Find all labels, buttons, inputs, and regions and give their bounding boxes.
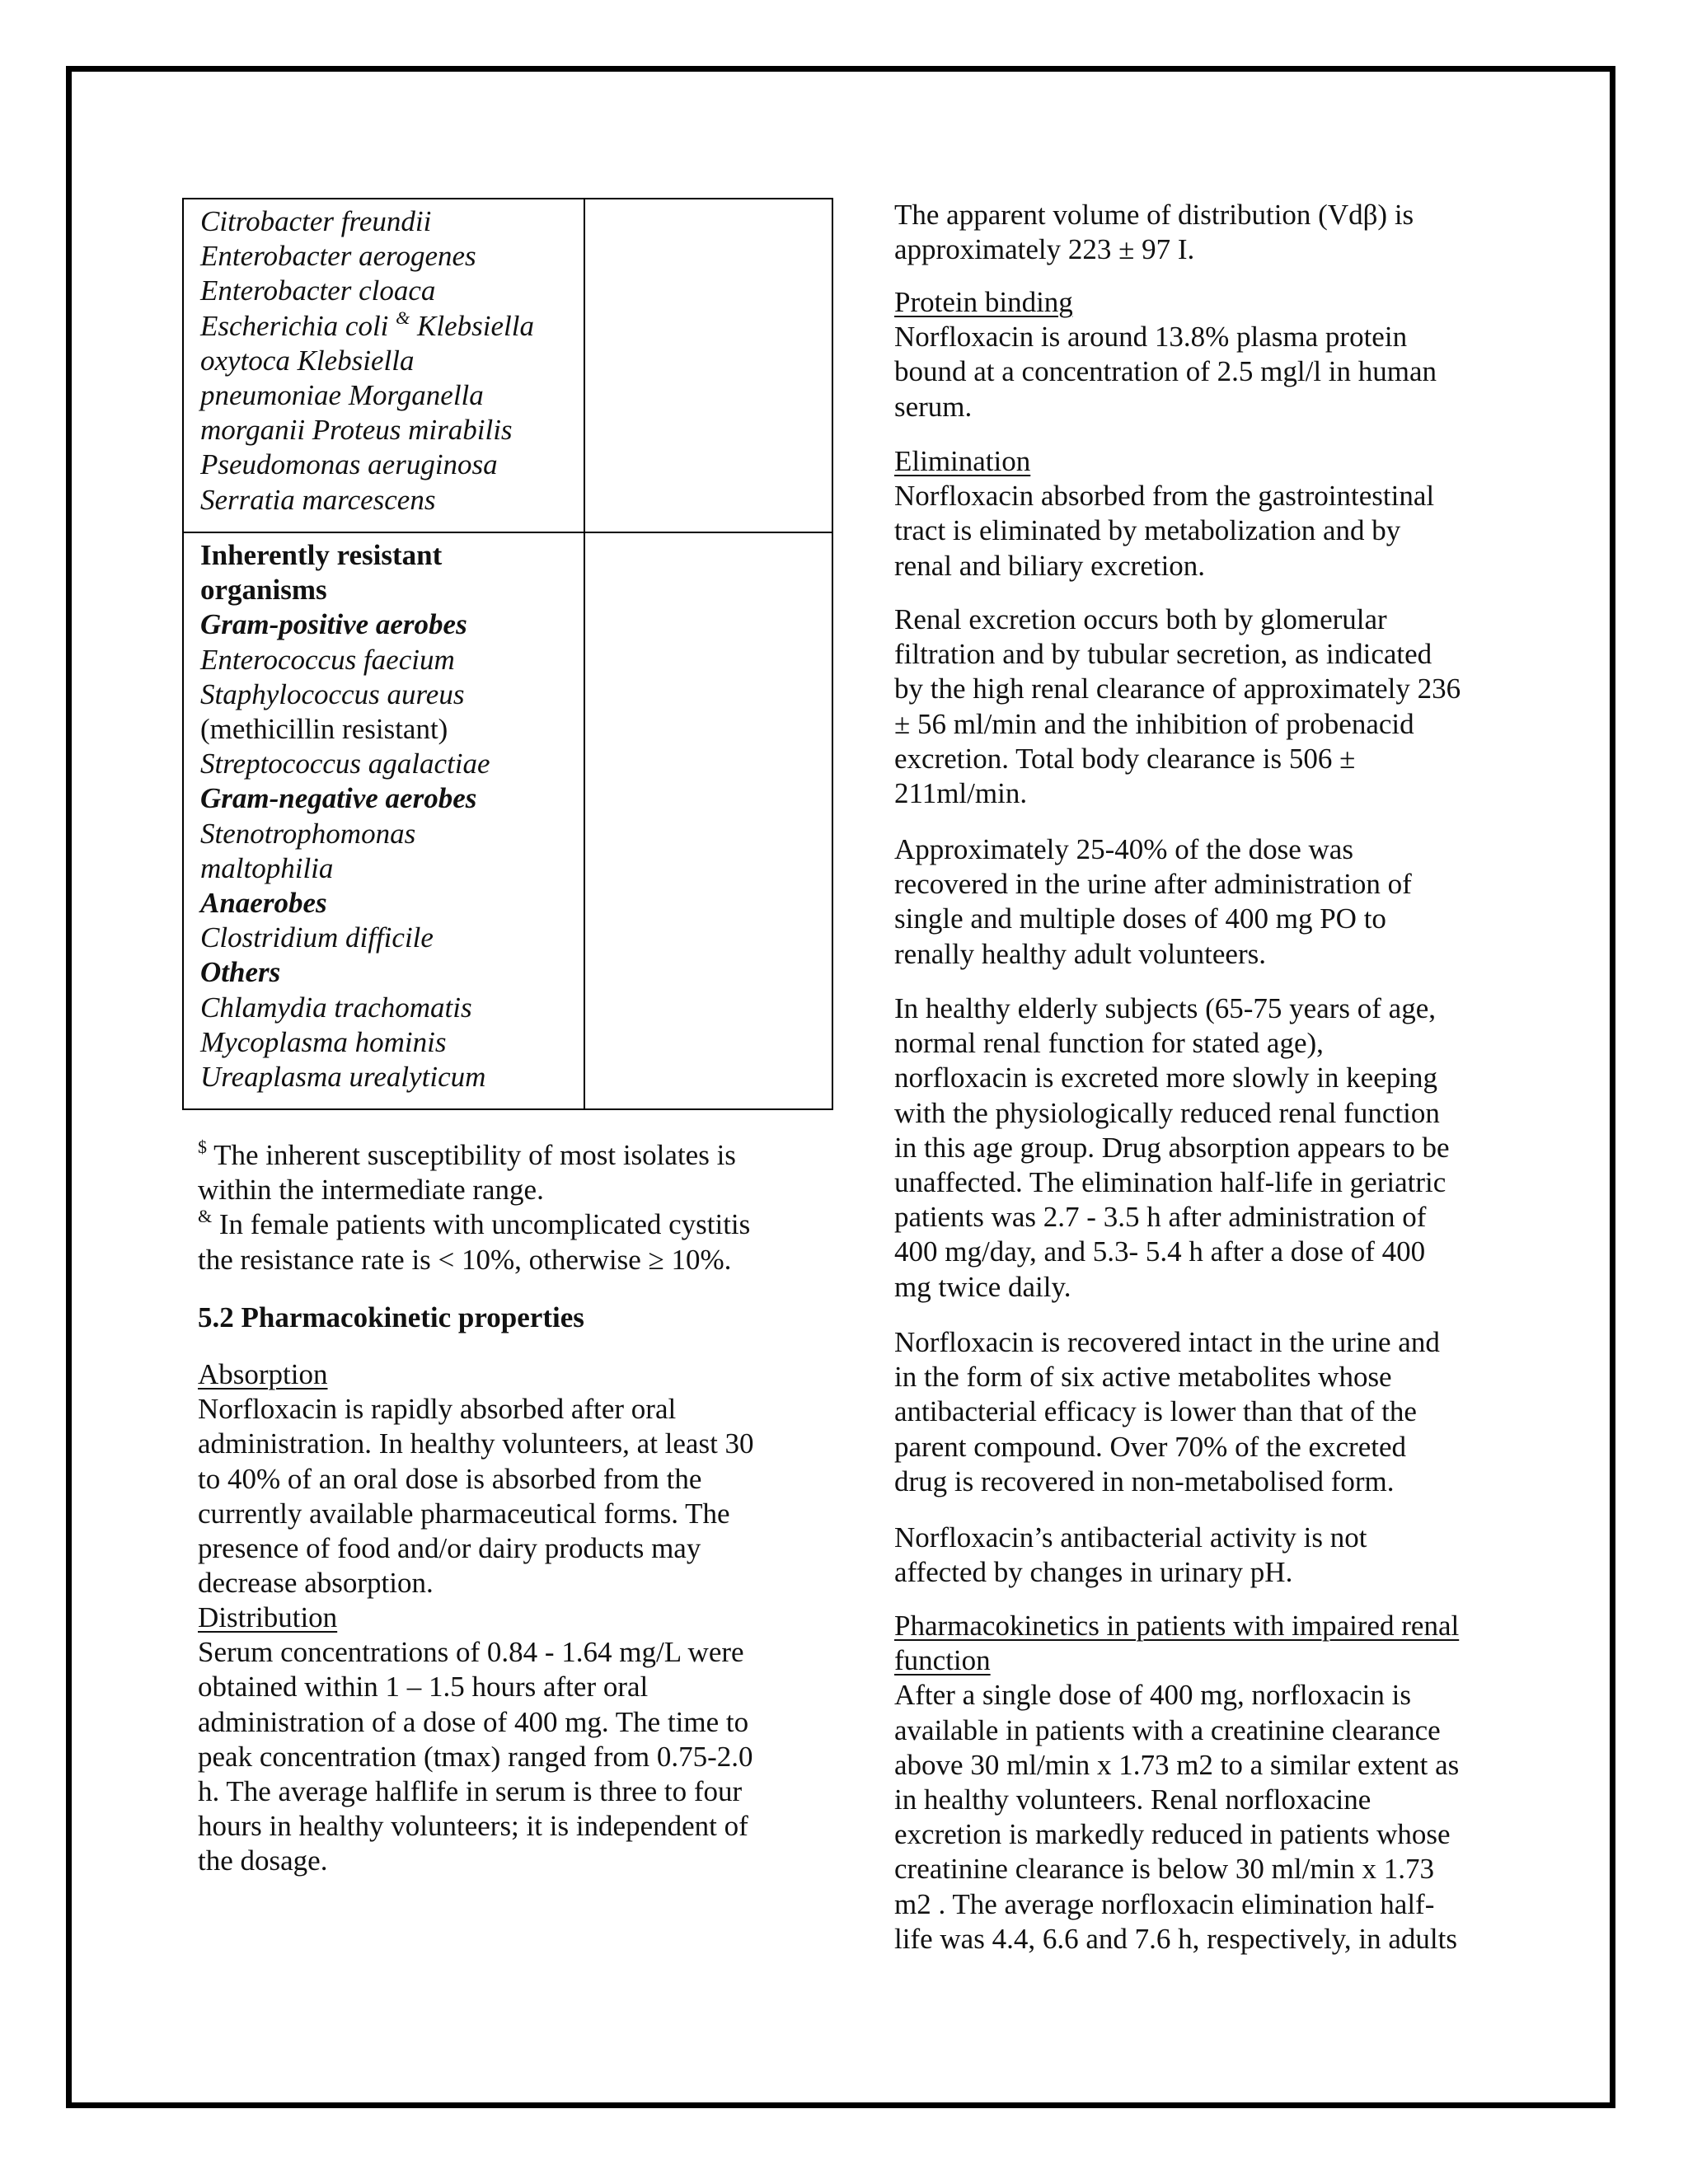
column-divider (584, 199, 585, 532)
organism-line: Chlamydia trachomatis (200, 991, 472, 1024)
paragraph-line: serum. (894, 390, 973, 423)
organism-note: (methicillin resistant) (200, 713, 448, 746)
organism-line: Enterobacter cloaca (200, 274, 436, 307)
paragraph-line: life was 4.4, 6.6 and 7.6 h, respectively, in adults (894, 1922, 1457, 1955)
organism-line: Escherichia coli & Klebsiella (200, 307, 534, 342)
organism-line: Citrobacter freundii (200, 205, 432, 237)
metabolites-paragraph (894, 1325, 1504, 1499)
paragraph-line: above 30 ml/min x 1.73 m2 to a similar extent as (894, 1748, 1460, 1781)
protein-binding-section (894, 285, 1504, 424)
paragraph-line: in healthy volunteers. Renal norfloxacine (894, 1783, 1372, 1816)
paragraph-line: affected by changes in urinary pH. (894, 1556, 1293, 1589)
paragraph-line: in this age group. Drug absorption appears to be (894, 1131, 1450, 1164)
table-heading: Inherently resistant (200, 539, 443, 571)
footnote-marker: & (396, 307, 410, 328)
footnote: within the intermediate range. (198, 1174, 544, 1207)
organism-list-cell (200, 204, 534, 518)
paragraph-line: renally healthy adult volunteers. (894, 937, 1266, 970)
urinary-ph-paragraph (894, 1521, 1504, 1590)
urine-recovery-paragraph (894, 832, 1504, 972)
paragraph-line: mg twice daily. (894, 1270, 1071, 1303)
paragraph-line: renal and biliary excretion. (894, 549, 1206, 582)
footnote: the resistance rate is < 10%, otherwise ≥ 10%. (198, 1243, 732, 1276)
paragraph-line: tract is eliminated by metabolization and by (894, 514, 1401, 547)
subheading: Pharmacokinetics in patients with impaired renal (894, 1610, 1460, 1642)
group-heading: Others (200, 956, 281, 989)
subheading: function (894, 1644, 991, 1677)
paragraph-line: to 40% of an oral dose is absorbed from the (198, 1462, 702, 1495)
paragraph-line: Norfloxacin is rapidly absorbed after oral (198, 1393, 677, 1426)
table-row (182, 198, 833, 533)
distribution-section (198, 1601, 824, 1879)
group-heading: Gram-negative aerobes (200, 782, 477, 815)
organism-line: Enterococcus faecium (200, 643, 455, 676)
organism-line: Ureaplasma urealyticum (200, 1061, 486, 1094)
paragraph-line: filtration and by tubular secretion, as indicated (894, 638, 1432, 671)
susceptibility-table (182, 198, 833, 1110)
paragraph-line: the dosage. (198, 1844, 328, 1877)
paragraph-line: Norfloxacin absorbed from the gastrointestinal (894, 480, 1435, 513)
paragraph-line: Renal excretion occurs both by glomerular (894, 603, 1387, 635)
paragraph-line: approximately 223 ± 97 I. (894, 233, 1195, 266)
paragraph-line: h. The average halflife in serum is three to four (198, 1775, 743, 1808)
organism-line: Clostridium difficile (200, 921, 434, 954)
organism-line: Stenotrophomonas (200, 817, 416, 850)
organism-line: pneumoniae Morganella (200, 379, 484, 412)
paragraph-line: antibacterial efficacy is lower than that of the (894, 1395, 1417, 1428)
footnote: $ The inherent susceptibility of most isolates is (198, 1137, 736, 1171)
paragraph-line: creatinine clearance is below 30 ml/min x 1.73 (894, 1853, 1435, 1886)
organism-line: morganii Proteus mirabilis (200, 414, 513, 447)
renal-excretion-paragraph (894, 602, 1504, 811)
paragraph-line: 400 mg/day, and 5.3- 5.4 h after a dose of 400 (894, 1235, 1426, 1268)
section-heading: 5.2 Pharmacokinetic properties (198, 1301, 584, 1333)
paragraph-line: available in patients with a creatinine clearance (894, 1713, 1441, 1746)
subheading: Elimination (894, 445, 1031, 477)
paragraph-line: presence of food and/or dairy products may (198, 1532, 701, 1565)
paragraph-line: peak concentration (tmax) ranged from 0.75-2.0 (198, 1740, 753, 1773)
table-footnotes (198, 1138, 824, 1277)
elderly-paragraph (894, 991, 1504, 1305)
paragraph-line: administration of a dose of 400 mg. The time to (198, 1705, 749, 1738)
organism-line: Staphylococcus aureus (200, 677, 465, 710)
organism-line: maltophilia (200, 851, 334, 884)
paragraph-line: excretion. Total body clearance is 506 ± (894, 742, 1356, 775)
group-heading: Anaerobes (200, 887, 327, 920)
paragraph-line: recovered in the urine after administration of (894, 868, 1412, 901)
paragraph-line: with the physiologically reduced renal function (894, 1096, 1440, 1129)
paragraph-line: m2 . The average norfloxacin elimination half- (894, 1887, 1435, 1920)
impaired-renal-section (894, 1609, 1504, 1957)
table-row (182, 533, 833, 1110)
paragraph-line: Approximately 25-40% of the dose was (894, 833, 1353, 865)
subheading: Absorption (198, 1358, 328, 1390)
paragraph-line: 211ml/min. (894, 777, 1028, 810)
table-heading: organisms (200, 574, 327, 607)
paragraph-line: patients was 2.7 - 3.5 h after administration of (894, 1201, 1427, 1234)
paragraph-line: Norfloxacin is around 13.8% plasma protein (894, 321, 1408, 354)
paragraph-line: hours in healthy volunteers; it is independent of (198, 1810, 748, 1843)
paragraph-line: In healthy elderly subjects (65-75 years of age, (894, 992, 1436, 1024)
footnote: & In female patients with uncomplicated cystitis (198, 1206, 751, 1241)
paragraph-line: Norfloxacin’s antibacterial activity is not (894, 1521, 1367, 1554)
organism-line: Pseudomonas aeruginosa (200, 448, 498, 481)
paragraph-line: bound at a concentration of 2.5 mgl/l in human (894, 355, 1437, 388)
paragraph-line: ± 56 ml/min and the inhibition of probenacid (894, 707, 1414, 740)
resistant-organisms-cell (200, 538, 490, 1094)
paragraph-line: in the form of six active metabolites whose (894, 1361, 1392, 1394)
absorption-section (198, 1357, 824, 1601)
paragraph-line: After a single dose of 400 mg, norfloxacin is (894, 1679, 1411, 1712)
paragraph-line: normal renal function for stated age), (894, 1027, 1324, 1060)
group-heading: Gram-positive aerobes (200, 608, 467, 641)
organism-line: oxytoca Klebsiella (200, 344, 415, 377)
subheading: Distribution (198, 1601, 338, 1633)
paragraph-line: unaffected. The elimination half-life in geriatric (894, 1166, 1447, 1199)
paragraph-line: Serum concentrations of 0.84 - 1.64 mg/L were (198, 1636, 744, 1669)
organism-line: Mycoplasma hominis (200, 1025, 447, 1058)
organism-line: Streptococcus agalactiae (200, 748, 490, 780)
paragraph-line: drug is recovered in non-metabolised form. (894, 1465, 1395, 1497)
paragraph-line: decrease absorption. (198, 1567, 434, 1600)
subheading: Protein binding (894, 286, 1073, 318)
paragraph-line: excretion is markedly reduced in patients whose (894, 1818, 1451, 1851)
elimination-section (894, 444, 1504, 583)
paragraph-line: obtained within 1 – 1.5 hours after oral (198, 1671, 649, 1704)
column-divider (584, 533, 585, 1108)
organism-line: Serratia marcescens (200, 483, 436, 516)
paragraph-line: The apparent volume of distribution (Vdβ) is (894, 199, 1414, 231)
paragraph-line: parent compound. Over 70% of the excreted (894, 1430, 1407, 1463)
paragraph-line: by the high renal clearance of approximately 236 (894, 673, 1461, 705)
paragraph-line: Norfloxacin is recovered intact in the urine and (894, 1326, 1440, 1358)
organism-line: Enterobacter aerogenes (200, 240, 476, 273)
paragraph-line: norfloxacin is excreted more slowly in keeping (894, 1062, 1437, 1094)
paragraph-line: administration. In healthy volunteers, at least 30 (198, 1427, 754, 1460)
volume-distribution-paragraph (894, 198, 1504, 267)
paragraph-line: single and multiple doses of 400 mg PO to (894, 902, 1386, 935)
paragraph-line: currently available pharmaceutical forms. The (198, 1497, 730, 1530)
